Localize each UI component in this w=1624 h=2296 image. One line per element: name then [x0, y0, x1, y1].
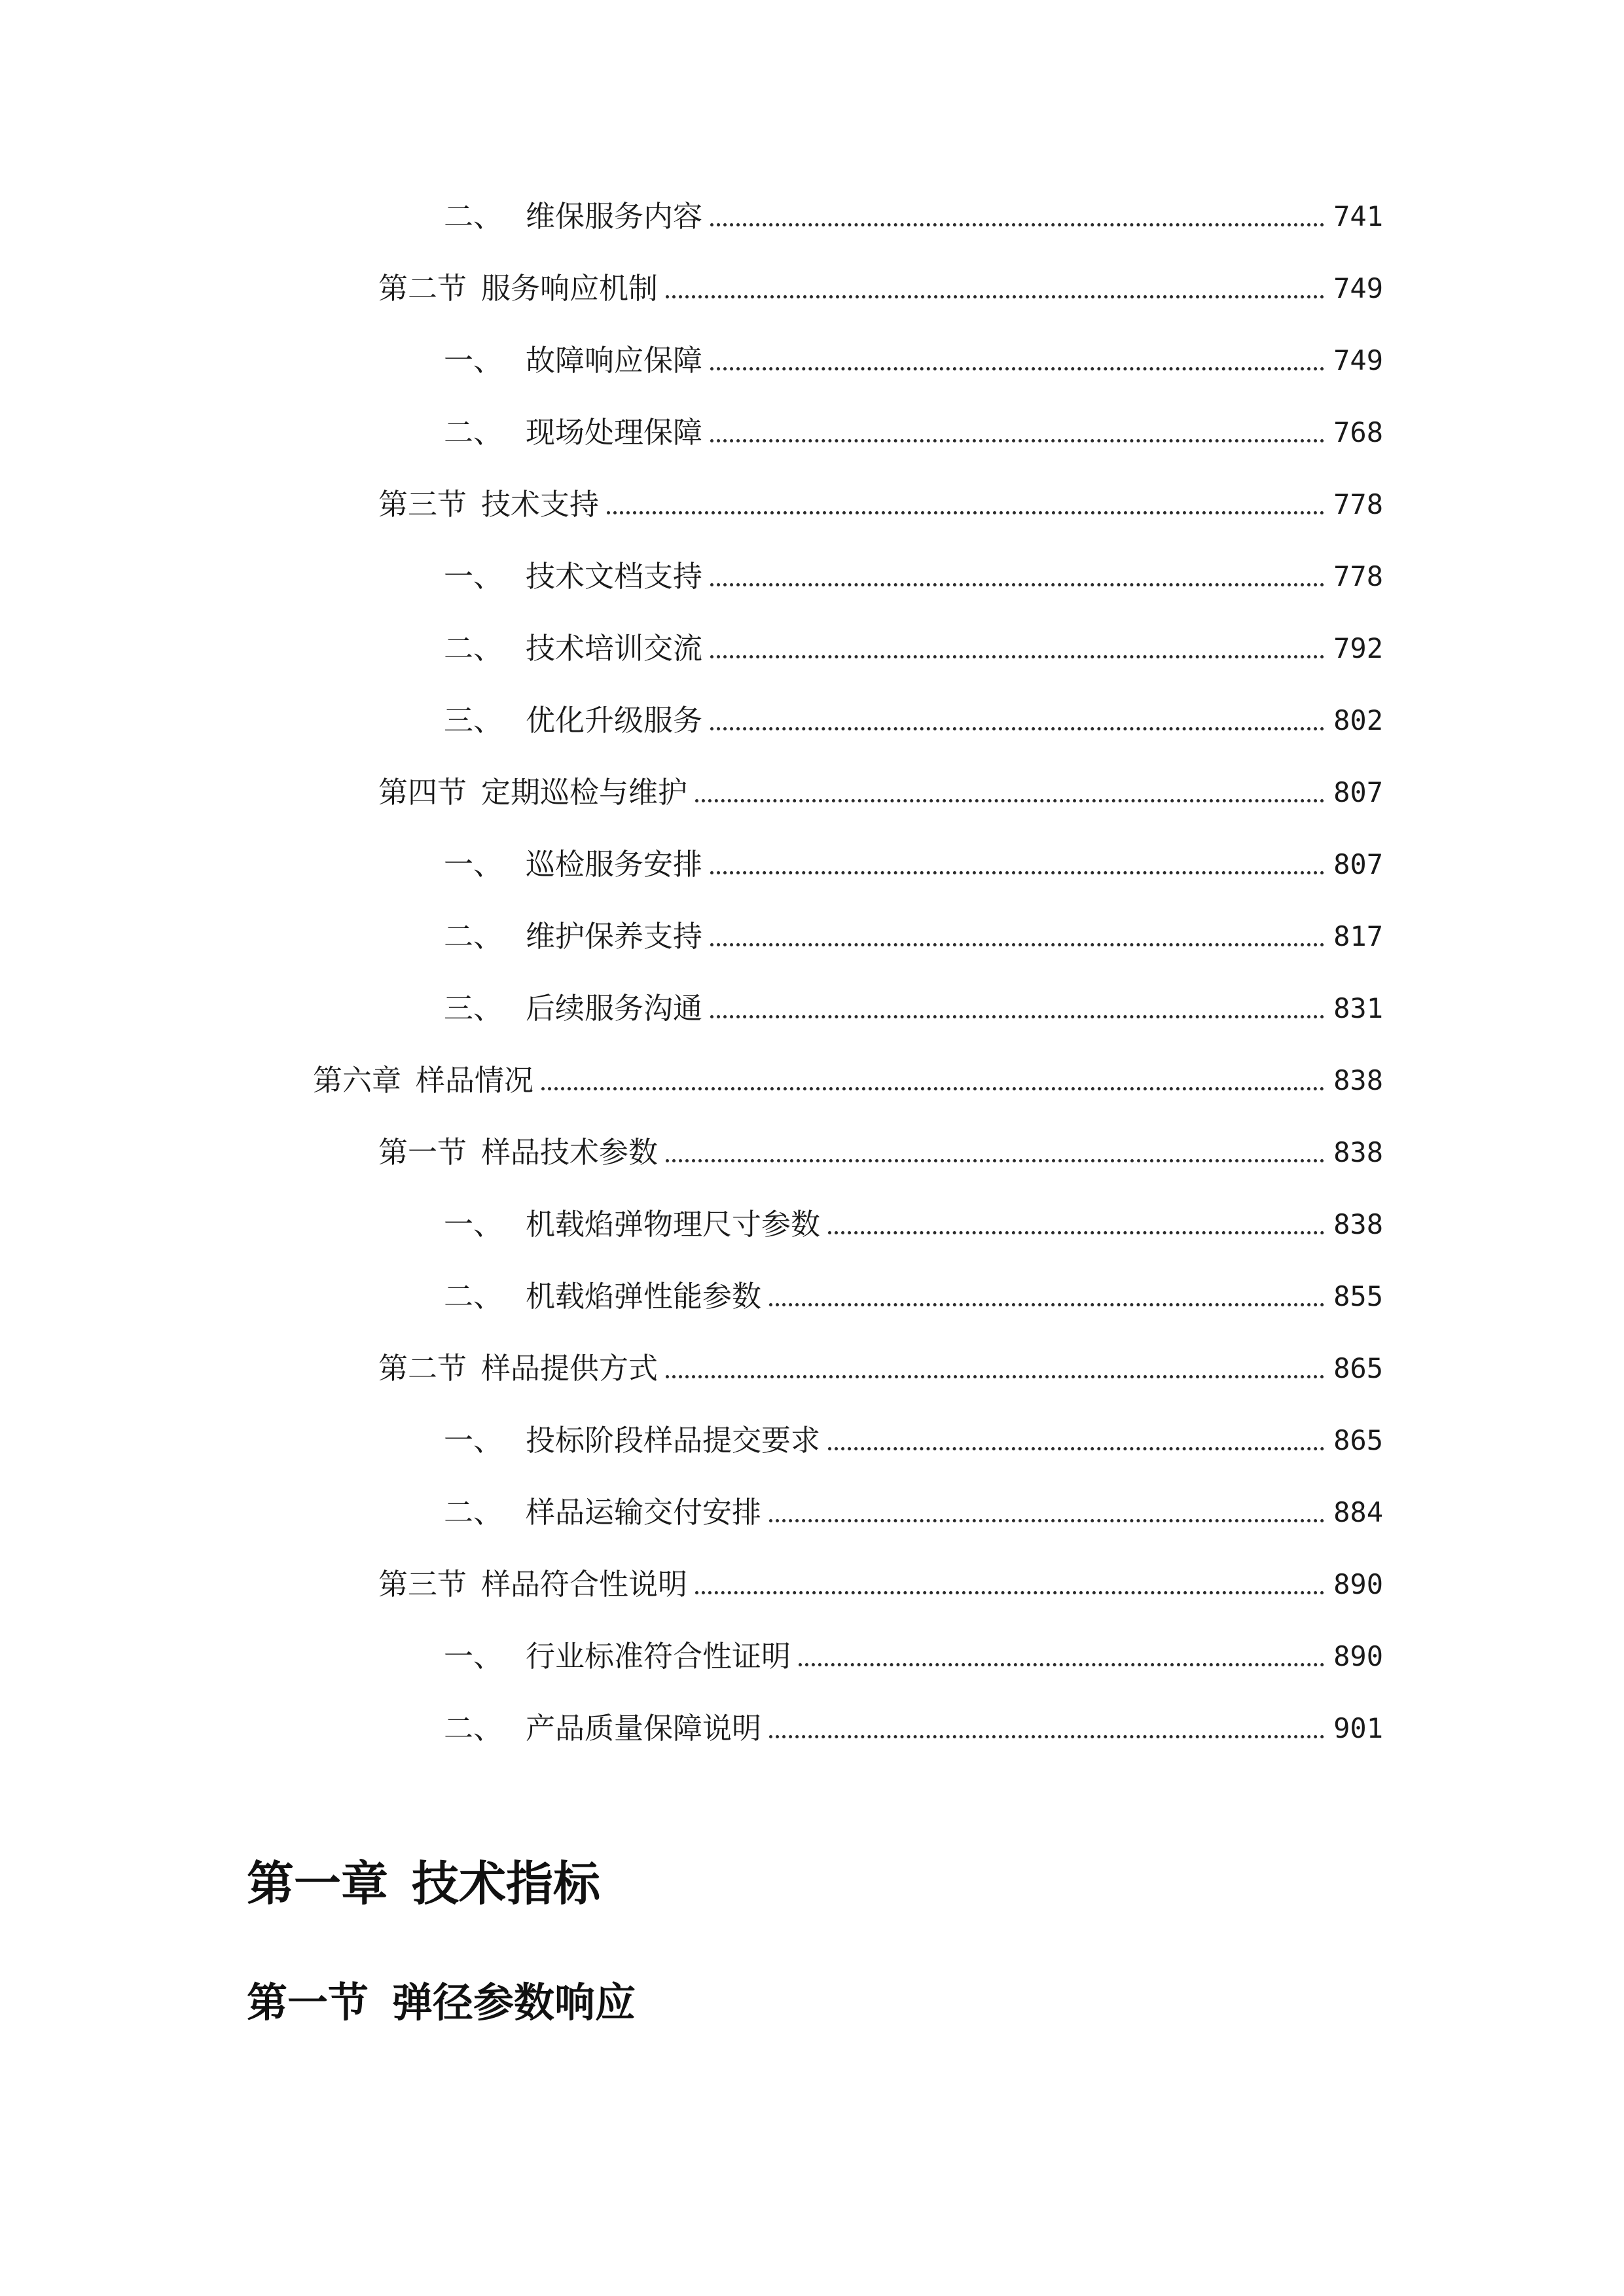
- toc-dot-leader: [710, 554, 1324, 600]
- toc-dot-leader: [666, 1130, 1324, 1175]
- toc-dot-leader: [769, 1274, 1324, 1319]
- toc-entry-page-number: 768: [1333, 416, 1383, 448]
- toc-entry-title: 故障响应保障: [526, 343, 703, 378]
- toc-entry[interactable]: [444, 842, 1383, 888]
- toc-entry-page-number: 838: [1333, 1136, 1383, 1168]
- toc-dot-leader: [769, 1706, 1324, 1751]
- toc-entry[interactable]: [444, 626, 1383, 672]
- toc-entry-title: 技术支持: [481, 487, 600, 522]
- toc-dot-leader: [710, 914, 1324, 960]
- toc-dot-leader: [769, 1490, 1324, 1535]
- toc-entry-number: 一、: [444, 847, 503, 882]
- toc-dot-leader: [666, 1346, 1324, 1391]
- toc-dot-leader: [710, 410, 1324, 456]
- toc-entry[interactable]: [444, 1634, 1383, 1679]
- toc-entry-number: 三、: [444, 991, 503, 1026]
- toc-entry[interactable]: [444, 1490, 1383, 1535]
- toc-entry[interactable]: [444, 698, 1383, 744]
- toc-entry-page-number: 741: [1333, 200, 1383, 232]
- toc-entry-number: 一、: [444, 1207, 503, 1242]
- toc-entry-title: 优化升级服务: [526, 703, 703, 738]
- toc-entry-number: 一、: [444, 559, 503, 594]
- toc-entry-page-number: 749: [1333, 272, 1383, 304]
- toc-entry-title: 行业标准符合性证明: [526, 1639, 791, 1674]
- toc-entry-page-number: 838: [1333, 1064, 1383, 1096]
- toc-entry-title: 维保服务内容: [526, 199, 703, 234]
- toc-entry-page-number: 792: [1333, 632, 1383, 664]
- toc-entry-number: 二、: [444, 415, 503, 450]
- toc-dot-leader: [666, 266, 1324, 312]
- toc-entry-page-number: 807: [1333, 848, 1383, 880]
- toc-dot-leader: [710, 698, 1324, 744]
- toc-entry-number: 第三节: [378, 487, 467, 522]
- toc-entry-number: 第一节: [378, 1135, 467, 1170]
- toc-entry[interactable]: [378, 1346, 1383, 1391]
- toc-entry-number: 二、: [444, 1711, 503, 1746]
- toc-entry[interactable]: [378, 482, 1383, 528]
- toc-entry-page-number: 838: [1333, 1208, 1383, 1240]
- toc-dot-leader: [828, 1202, 1324, 1247]
- section-heading: [247, 1970, 636, 2028]
- toc-dot-leader: [710, 986, 1324, 1031]
- toc-entry[interactable]: [444, 1274, 1383, 1319]
- toc-entry-page-number: 865: [1333, 1352, 1383, 1384]
- toc-entry-page-number: 802: [1333, 704, 1383, 736]
- toc-entry-number: 第二节: [378, 1351, 467, 1386]
- toc-entry-page-number: 817: [1333, 920, 1383, 952]
- toc-entry-number: 一、: [444, 1423, 503, 1458]
- toc-dot-leader: [607, 482, 1324, 528]
- toc-entry-title: 服务响应机制: [481, 271, 659, 306]
- toc-entry-number: 第二节: [378, 271, 467, 306]
- toc-entry[interactable]: [444, 338, 1383, 384]
- toc-entry-number: 第三节: [378, 1567, 467, 1602]
- toc-entry[interactable]: [444, 1418, 1383, 1463]
- toc-entry[interactable]: [378, 770, 1383, 816]
- toc-entry[interactable]: [444, 554, 1383, 600]
- toc-entry[interactable]: [378, 1562, 1383, 1607]
- toc-entry[interactable]: [378, 266, 1383, 312]
- toc-entry-number: 二、: [444, 919, 503, 954]
- toc-dot-leader: [828, 1418, 1324, 1463]
- toc-entry-page-number: 807: [1333, 776, 1383, 808]
- toc-dot-leader: [799, 1634, 1324, 1679]
- toc-entry-page-number: 901: [1333, 1712, 1383, 1744]
- toc-entry-number: 二、: [444, 631, 503, 666]
- toc-entry-page-number: 778: [1333, 560, 1383, 592]
- toc-entry[interactable]: [313, 1058, 1383, 1103]
- toc-entry-number: 二、: [444, 1495, 503, 1530]
- toc-entry-page-number: 865: [1333, 1424, 1383, 1456]
- toc-entry-title: 产品质量保障说明: [526, 1711, 762, 1746]
- toc-entry-number: 二、: [444, 199, 503, 234]
- toc-entry-title: 定期巡检与维护: [481, 775, 688, 810]
- chapter-heading-title: 技术指标: [412, 1856, 601, 1911]
- toc-entry[interactable]: [444, 1706, 1383, 1751]
- toc-dot-leader: [695, 770, 1324, 816]
- toc-entry-title: 样品提供方式: [481, 1351, 659, 1386]
- toc-entry-title: 机载焰弹性能参数: [526, 1279, 762, 1314]
- toc-entry-title: 样品运输交付安排: [526, 1495, 762, 1530]
- toc-entry-number: 三、: [444, 703, 503, 738]
- toc-entry-title: 现场处理保障: [526, 415, 703, 450]
- chapter-heading: [247, 1846, 600, 1914]
- toc-entry-number: 一、: [444, 343, 503, 378]
- toc-entry-title: 样品符合性说明: [481, 1567, 688, 1602]
- toc-entry-title: 样品情况: [416, 1063, 534, 1098]
- toc-entry-title: 投标阶段样品提交要求: [526, 1423, 821, 1458]
- toc-entry[interactable]: [444, 986, 1383, 1031]
- toc-entry-title: 样品技术参数: [481, 1135, 659, 1170]
- toc-dot-leader: [695, 1562, 1324, 1607]
- section-heading-number: 第一节: [247, 1979, 369, 2026]
- toc-dot-leader: [710, 338, 1324, 384]
- toc-entry[interactable]: [444, 410, 1383, 456]
- section-heading-title: 弹径参数响应: [392, 1979, 636, 2026]
- toc-entry-page-number: 890: [1333, 1640, 1383, 1672]
- toc-entry-title: 巡检服务安排: [526, 847, 703, 882]
- toc-entry-title: 维护保养支持: [526, 919, 703, 954]
- toc-entry-title: 技术培训交流: [526, 631, 703, 666]
- toc-entry-page-number: 855: [1333, 1280, 1383, 1312]
- toc-entry-page-number: 884: [1333, 1496, 1383, 1528]
- toc-entry-title: 后续服务沟通: [526, 991, 703, 1026]
- toc-dot-leader: [541, 1058, 1324, 1103]
- toc-entry-page-number: 890: [1333, 1568, 1383, 1600]
- toc-entry-number: 一、: [444, 1639, 503, 1674]
- toc-entry[interactable]: [378, 1130, 1383, 1175]
- toc-entry[interactable]: [444, 1202, 1383, 1247]
- toc-entry-page-number: 778: [1333, 488, 1383, 520]
- toc-entry-number: 第六章: [313, 1063, 402, 1098]
- toc-entry[interactable]: [444, 914, 1383, 960]
- toc-entry[interactable]: [444, 194, 1383, 240]
- toc-entry-number: 二、: [444, 1279, 503, 1314]
- toc-entry-page-number: 749: [1333, 344, 1383, 376]
- toc-dot-leader: [710, 194, 1324, 240]
- toc-dot-leader: [710, 626, 1324, 672]
- toc-entry-page-number: 831: [1333, 992, 1383, 1024]
- toc-entry-title: 机载焰弹物理尺寸参数: [526, 1207, 821, 1242]
- chapter-heading-number: 第一章: [247, 1856, 389, 1911]
- toc-dot-leader: [710, 842, 1324, 888]
- toc-entry-title: 技术文档支持: [526, 559, 703, 594]
- toc-entry-number: 第四节: [378, 775, 467, 810]
